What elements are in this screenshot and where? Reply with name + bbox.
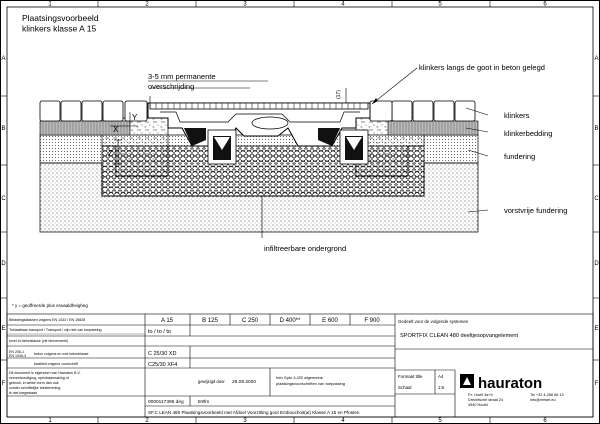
tb-format-value: A4 — [438, 374, 444, 379]
label-klinkers: klinkers — [504, 111, 530, 120]
klinkerbedding-right — [388, 121, 478, 135]
dim-x-label: X — [113, 125, 119, 134]
tb-row3-label: Inzet in betonklasse (zie binnenwerk) — [9, 339, 69, 343]
load-class: D 400** — [279, 318, 301, 324]
grid-col-label: 2 — [145, 418, 149, 424]
tb-row4-label-a: EN 206-1 — [9, 350, 25, 354]
title-block-left-text — [9, 318, 102, 395]
tb-drawing-number: 0000117395 deg — [148, 400, 184, 405]
load-class: F 900 — [364, 318, 380, 324]
tb-row4-value: C 25/30 XD — [148, 351, 177, 357]
grid-col-label: 6 — [543, 1, 547, 8]
dim-z-label: Z — [108, 149, 113, 158]
company-address-3: 4940 Hoofd — [468, 403, 488, 407]
grid-row-label: B — [594, 126, 599, 132]
load-class: A 15 — [160, 318, 174, 324]
company-address-2: Drechtsche straat 24 — [468, 398, 504, 402]
tb-right-header: Gedeelt voor de volgende systemen — [398, 319, 469, 324]
tb-row4-label-b: EN 1045-3 — [9, 354, 27, 358]
grid-row-label: D — [594, 261, 599, 267]
tb-row4-label-c: beton volgens en met betonklasse — [34, 352, 89, 356]
tb-note-mid-1: Info Gyto 4-/ZE afgemeine — [276, 375, 323, 380]
tb-row5-value: C25/30 XF4 — [148, 362, 178, 368]
tb-gewijzigd-label: gewijzigd door — [198, 379, 225, 384]
company-contact-2: info@entset.eu — [530, 398, 556, 402]
tb-row2-value: to / to / to — [148, 329, 171, 335]
tb-left-note: gebruik, in welke vorm dan ook — [9, 381, 59, 385]
tb-schaal-value: 1:6 — [438, 385, 445, 390]
label-infiltreerbare: infiltreerbare ondergrond — [264, 244, 347, 253]
tb-left-note: zonder schriftelijke toestemming — [9, 386, 61, 390]
tb-product: SPORTFIX CLEAN 480 deeltjesopvangelement — [400, 333, 519, 339]
gutter-note-line1: 3-5 mm permanente — [148, 72, 216, 81]
company-contact-1: Tel +32 4-266 66 13 — [530, 393, 564, 397]
company-name: hauraton — [478, 375, 543, 392]
load-class: B 125 — [202, 318, 218, 324]
drawing-title-line2: klinkers klasse A 15 — [22, 23, 97, 34]
channel-grating — [150, 103, 368, 109]
tb-bottom-text: SF.C LEAN 480 Plaatsingsvoorbeeld met Afdoel Voorzitting goot Embouchoit(al) Klasse A 15 en Pfosten — [148, 410, 360, 415]
grid-col-label: 1 — [48, 1, 52, 8]
tb-row2-label: Toelaatbaar transport / Transport / zijn niet van toepassing — [9, 328, 102, 332]
hauraton-logo-icon — [460, 374, 542, 392]
grid-row-label: F — [594, 381, 599, 387]
dim-y-label: Y — [132, 113, 138, 122]
load-class: C 250 — [241, 318, 259, 324]
label-klinkerbedding: klinkerbedding — [504, 129, 553, 138]
grid-row-label: A — [594, 56, 599, 62]
gutter-note-line2: overschrijding — [148, 82, 195, 91]
tb-revision: E9fm — [198, 400, 210, 405]
grid-row-label: B — [1, 126, 6, 132]
load-class: E 600 — [322, 318, 338, 324]
dim-17-label: (17) — [336, 90, 342, 99]
tb-note-mid-2: plaatsingsvoorschriften van toepassing — [276, 381, 345, 386]
grid-col-label: 3 — [243, 418, 247, 424]
grid-row-label: E — [594, 326, 599, 332]
tb-date: 29.09.2020 — [232, 380, 257, 385]
grid-col-label: 5 — [438, 1, 442, 8]
drawing-title-line1: Plaatsingsvoorbeeld — [22, 13, 99, 23]
klinker-beton-right — [370, 101, 392, 121]
grid-row-label: D — [1, 261, 6, 267]
grid-col-label: 1 — [48, 418, 52, 424]
footnote: * y = geoffreerde plus erwaaldheigheg — [12, 303, 88, 308]
cross-section — [12, 63, 567, 308]
grid-row-label: F — [1, 381, 6, 387]
tb-left-note: verveelvoudiging, openbaarmaking of — [9, 376, 69, 380]
label-fundering: fundering — [504, 152, 536, 161]
load-classes — [161, 318, 380, 324]
label-klinkers-beton: klinkers langs de goot in beton gelegd — [419, 63, 545, 72]
company-address-1: P.r. Hoelt 3a+0 — [468, 393, 493, 397]
grid-col-label: 5 — [438, 418, 442, 424]
filter-element-right — [340, 130, 368, 164]
tb-schaal-label: Schaal — [398, 385, 412, 390]
tb-left-note: is niet toegestaan — [9, 391, 38, 395]
label-vorstvrije: vorstvrije fundering — [504, 206, 568, 215]
tb-row5-label: kwaliteit volgens voorschrift — [34, 362, 78, 366]
klinkers-left — [40, 101, 123, 121]
grid-row-label: C — [1, 196, 6, 202]
grid-col-label: 6 — [543, 418, 547, 424]
grid-col-label: 4 — [341, 418, 345, 424]
tb-format-label: Formaat title — [398, 374, 423, 379]
tb-left-note: Dit document is eigendom van Hauraton B.V. — [9, 371, 81, 375]
klinkers-right — [392, 101, 475, 121]
tb-row1-label: Belastingsklassen volgens EN 1433 / EN 15828 — [9, 318, 86, 322]
grid-row-label: E — [1, 326, 6, 332]
grid-row-label: C — [594, 196, 599, 202]
channel-center-dome — [252, 117, 288, 129]
grid-col-label: 3 — [243, 1, 247, 8]
grid-row-label: A — [1, 56, 6, 62]
grid-col-label: 4 — [341, 1, 345, 8]
filter-element-left — [208, 130, 236, 164]
grid-col-label: 2 — [145, 1, 149, 8]
